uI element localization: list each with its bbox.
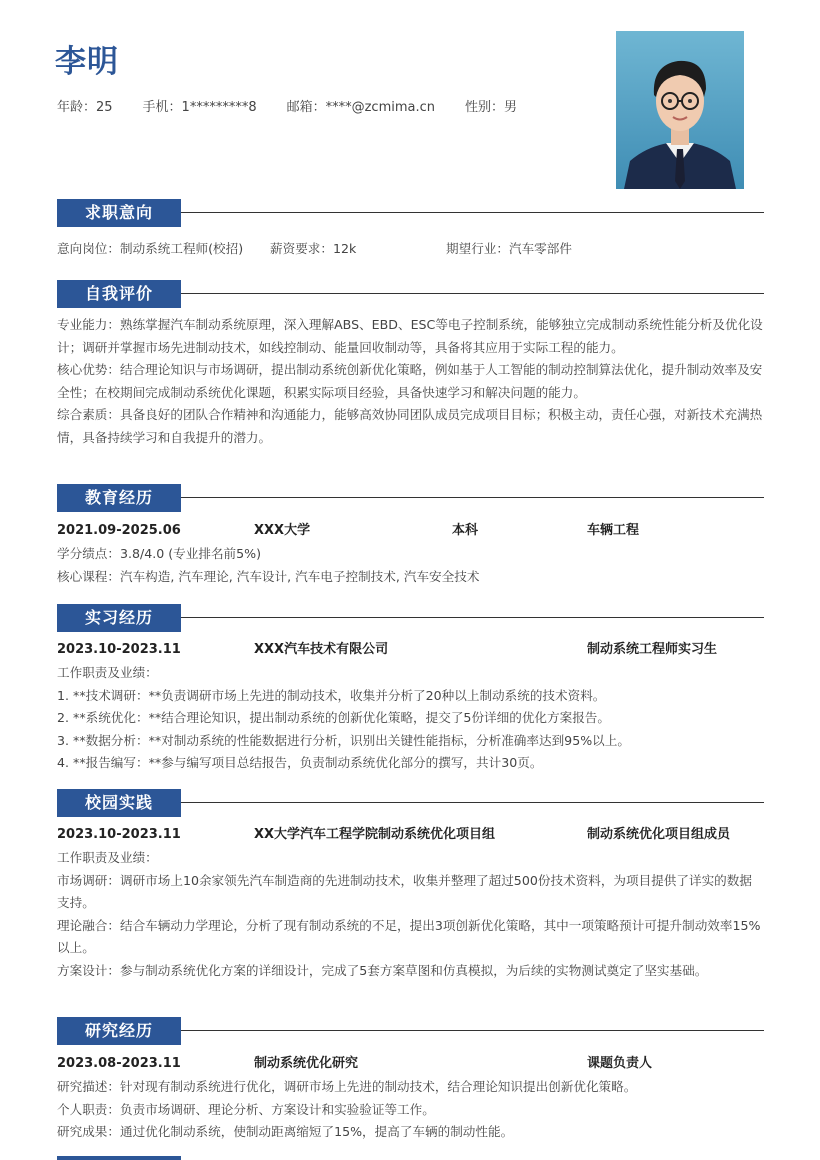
internship-line: 4. **报告编写：**参与编写项目总结报告，负责制动系统优化部分的撰写，共计30页。	[57, 755, 543, 770]
section-research	[57, 1017, 764, 1144]
campus-line: 方案设计：参与制动系统优化方案的详细设计，完成了5套方案草图和仿真模拟，为后续的实物测试奠定了坚实基础。	[57, 962, 708, 978]
divider	[181, 497, 764, 498]
phone-text: 手机：1*********8	[142, 100, 257, 115]
internship-line: 3. **数据分析：**对制动系统的性能数据进行分析，识别出关键性能指标，分析准确率达到95%以上。	[57, 732, 630, 748]
objective-position: 意向岗位：制动系统工程师(校招)	[57, 241, 244, 256]
section-title: 自我评价	[57, 280, 181, 308]
candidate-name: 李明	[55, 44, 119, 80]
campus-org: XX大学汽车工程学院制动系统优化项目组	[254, 827, 496, 842]
section-title: 校园实践	[57, 789, 181, 817]
self-eval-paragraph: 核心优势：结合理论知识与市场调研，提出制动系统创新优化策略，例如基于人工智能的制动控制算法优化，提升制动效率及安全性；在校期间完成制动系统优化课题，积累实际项目经验，具备快速学习和解决问题的能力。	[57, 362, 763, 400]
section-header	[57, 789, 764, 817]
internship-date: 2023.10-2023.11	[57, 642, 181, 657]
campus-line: 理论融合：结合车辆动力学理论，分析了现有制动系统的不足，提出3项创新优化策略，其中一项策略预计可提升制动效率15%以上。	[57, 917, 761, 955]
research-line: 研究描述：针对现有制动系统进行优化，调研市场上先进的制动技术，结合理论知识提出创新优化策略。	[57, 1079, 637, 1094]
basic-info	[57, 96, 547, 115]
section-header	[57, 604, 764, 632]
divider	[181, 1030, 764, 1031]
education-detail: 核心课程：汽车构造, 汽车理论, 汽车设计, 汽车电子控制技术, 汽车安全技术	[57, 568, 480, 584]
campus-line: 工作职责及业绩：	[57, 850, 158, 865]
internship-line: 2. **系统优化：**结合理论知识，提出制动系统的创新优化策略，提交了5份详细的优化方案报告。	[57, 710, 610, 725]
research-role: 课题负责人	[587, 1056, 653, 1071]
research-line: 个人职责：负责市场调研、理论分析、方案设计和实验验证等工作。	[57, 1101, 435, 1117]
campus-role: 制动系统优化项目组成员	[587, 827, 731, 842]
education-major: 车辆工程	[587, 523, 640, 538]
age-text: 年龄：25	[57, 100, 113, 115]
internship-role: 制动系统工程师实习生	[587, 642, 718, 657]
section-title: 实习经历	[57, 604, 181, 632]
section-title: 研究经历	[57, 1017, 181, 1045]
education-degree: 本科	[452, 523, 479, 538]
section-header	[57, 199, 764, 227]
section-header	[57, 1017, 764, 1045]
education-detail: 学分绩点：3.8/4.0 (专业排名前5%)	[57, 546, 262, 561]
internship-line: 工作职责及业绩：	[57, 665, 158, 680]
campus-line: 市场调研：调研市场上10余家领先汽车制造商的先进制动技术，收集并整理了超过500份技术资料，为项目提供了详实的数据支持。	[57, 872, 752, 910]
research-entry-header	[57, 1053, 764, 1075]
objective-industry: 期望行业：汽车零部件	[446, 241, 572, 256]
self-eval-paragraph: 综合素质：具备良好的团队合作精神和沟通能力，能够高效协同团队成员完成项目目标；积极主动，责任心强，对新技术充满热情，具备持续学习和自我提升的潜力。	[57, 407, 763, 445]
internship-company: XXX汽车技术有限公司	[254, 642, 389, 657]
section-objective	[57, 199, 764, 260]
divider	[181, 802, 764, 803]
section-internship	[57, 604, 764, 775]
divider	[181, 617, 764, 618]
next-section-header-partial	[57, 1156, 181, 1160]
internship-entry-header	[57, 639, 764, 661]
gender-text: 性别：男	[465, 100, 518, 115]
research-topic: 制动系统优化研究	[254, 1056, 359, 1071]
education-entry-header	[57, 520, 764, 542]
divider	[181, 212, 764, 213]
email-text: 邮箱：****@zcmima.cn	[286, 100, 435, 115]
profile-photo	[616, 31, 744, 189]
campus-entry-header	[57, 824, 764, 846]
campus-date: 2023.10-2023.11	[57, 827, 181, 842]
section-title: 求职意向	[57, 199, 181, 227]
research-line: 研究成果：通过优化制动系统，使制动距离缩短了15%，提高了车辆的制动性能。	[57, 1124, 514, 1139]
objective-salary: 薪资要求：12k	[270, 241, 357, 256]
section-campus	[57, 789, 764, 982]
section-header	[57, 280, 764, 308]
education-date: 2021.09-2025.06	[57, 523, 181, 538]
divider	[181, 293, 764, 294]
self-eval-paragraph: 专业能力：熟练掌握汽车制动系统原理，深入理解ABS、EBD、ESC等电子控制系统，能够独立完成制动系统性能分析及优化设计；调研并掌握市场先进制动技术，如线控制动、能量回收制动等，具备将其应用于实际工程的能力。	[57, 317, 763, 355]
section-self-evaluation	[57, 280, 764, 449]
section-header	[57, 484, 764, 512]
education-school: XXX大学	[254, 523, 311, 538]
internship-line: 1. **技术调研：**负责调研市场上先进的制动技术，收集并分析了20种以上制动系统的技术资料。	[57, 687, 606, 703]
section-title: 教育经历	[57, 484, 181, 512]
section-education	[57, 484, 764, 588]
research-date: 2023.08-2023.11	[57, 1056, 181, 1071]
